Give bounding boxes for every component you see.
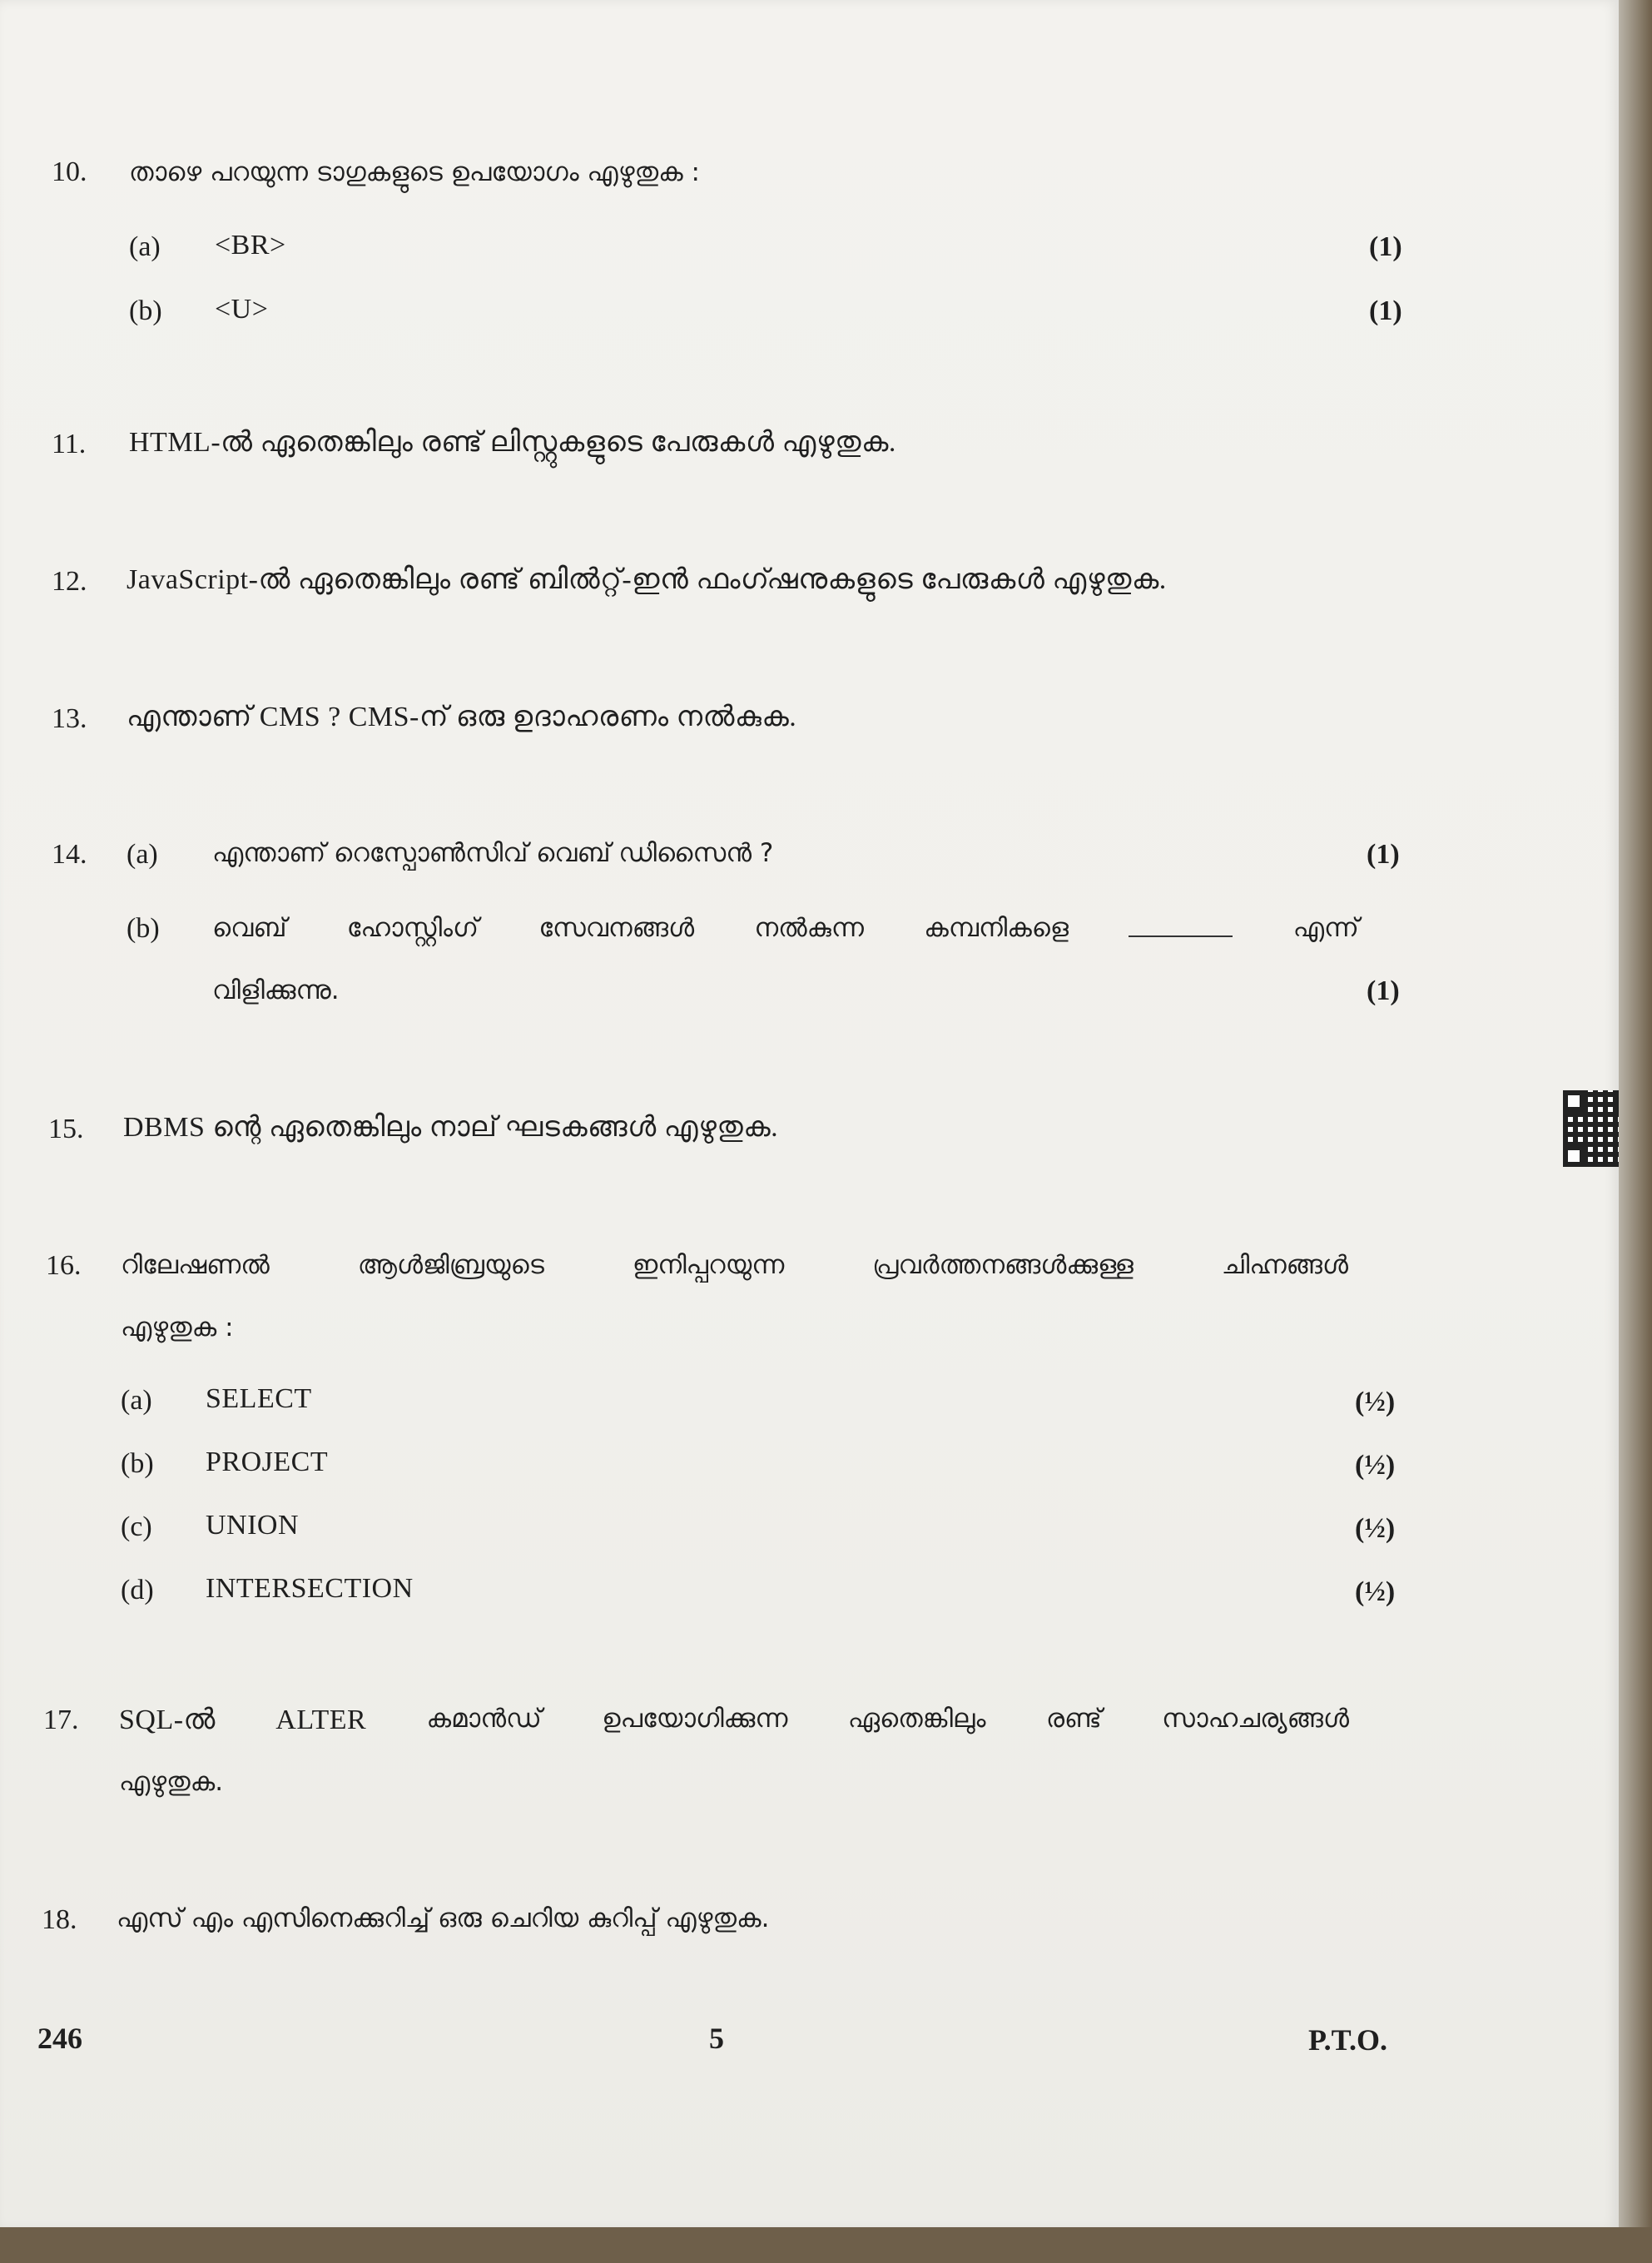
word: കമാൻഡ് bbox=[426, 1704, 542, 1734]
word: സാഹചര്യങ്ങൾ bbox=[1162, 1704, 1349, 1734]
word: നൽകുന്ന bbox=[754, 913, 864, 943]
page-edge bbox=[1619, 0, 1652, 2263]
question-number: 15. bbox=[48, 1114, 84, 1144]
mark: (1) bbox=[1369, 295, 1402, 326]
question-text: JavaScript-ൽ ഏതെങ്കിലും രണ്ട് ബിൽറ്റ്-ഇൻ ഫംഗ്ഷനുകളുടെ പേരുകൾ എഴുതുക. bbox=[127, 564, 1167, 595]
question-text-line bbox=[121, 1250, 1348, 1280]
sub-label: (c) bbox=[121, 1511, 152, 1542]
sub-text: SELECT bbox=[206, 1383, 312, 1414]
sub-label: (a) bbox=[127, 839, 158, 870]
fill-in-blank bbox=[1129, 916, 1233, 937]
sub-label: (b) bbox=[121, 1448, 154, 1479]
question-text: HTML-ൽ ഏതെങ്കിലും രണ്ട് ലിസ്റ്റുകളുടെ പേരുകൾ എഴുതുക. bbox=[129, 427, 896, 458]
question-number: 11. bbox=[52, 429, 87, 459]
word: വെബ് bbox=[212, 913, 287, 943]
background-surface bbox=[0, 2227, 1652, 2263]
word: കമ്പനികളെ bbox=[924, 913, 1069, 943]
sub-label: (b) bbox=[129, 295, 162, 326]
sub-text: UNION bbox=[206, 1510, 300, 1541]
word: എന്ന് bbox=[1292, 913, 1359, 943]
question-number: 12. bbox=[52, 566, 87, 597]
pto-label: P.T.O. bbox=[1308, 2023, 1388, 2057]
question-text: എഴുതുക. bbox=[119, 1767, 224, 1797]
word: SQL-ൽ bbox=[119, 1705, 216, 1735]
mark: (1) bbox=[1369, 231, 1402, 262]
question-number: 18. bbox=[42, 1904, 77, 1935]
sub-label: (a) bbox=[121, 1385, 152, 1416]
mark: (½) bbox=[1355, 1576, 1396, 1607]
question-text: എസ് എം എസിനെക്കുറിച്ച് ഒരു ചെറിയ കുറിപ്പ് എഴുതുക. bbox=[117, 1903, 770, 1933]
question-text: DBMS ന്റെ ഏതെങ്കിലും നാല് ഘടകങ്ങൾ എഴുതുക. bbox=[123, 1112, 779, 1143]
sub-label: (b) bbox=[127, 913, 160, 944]
question-number: 10. bbox=[52, 156, 87, 187]
question-number: 16. bbox=[46, 1250, 82, 1281]
word: ALTER bbox=[275, 1705, 367, 1735]
mark: (1) bbox=[1367, 975, 1400, 1006]
word: ഏതെങ്കിലും bbox=[847, 1704, 986, 1734]
word: റിലേഷണൽ bbox=[121, 1250, 270, 1280]
question-text-line bbox=[119, 1706, 1349, 1734]
word: സേവനങ്ങൾ bbox=[538, 913, 695, 943]
mark: (1) bbox=[1367, 839, 1400, 870]
sub-text: INTERSECTION bbox=[206, 1573, 414, 1604]
word: ആൾജിബ്രയുടെ bbox=[357, 1250, 544, 1280]
sub-text: വിളിക്കുന്നു. bbox=[212, 975, 340, 1005]
question-number: 14. bbox=[52, 839, 87, 870]
sub-text: PROJECT bbox=[206, 1447, 329, 1477]
question-text: എഴുതുക : bbox=[121, 1313, 234, 1342]
question-number: 17. bbox=[43, 1705, 79, 1735]
sub-label: (a) bbox=[129, 231, 161, 262]
mark: (½) bbox=[1355, 1450, 1396, 1481]
sub-text: <BR> bbox=[215, 230, 286, 261]
sub-text: <U> bbox=[215, 294, 269, 325]
word: ഇനിപ്പറയുന്ന bbox=[632, 1250, 785, 1280]
question-text: എന്താണ് CMS ? CMS-ന് ഒരു ഉദാഹരണം നൽകുക. bbox=[127, 702, 797, 732]
question-number: 13. bbox=[52, 703, 87, 734]
mark: (½) bbox=[1355, 1387, 1396, 1417]
sub-label: (d) bbox=[121, 1575, 154, 1605]
sub-text: എന്താണ് റെസ്പോൺസിവ് വെബ് ഡിസൈൻ ? bbox=[212, 838, 774, 868]
sub-text-line bbox=[212, 913, 1359, 943]
word: പ്രവർത്തനങ്ങൾക്കുള്ള bbox=[872, 1250, 1134, 1280]
question-text: താഴെ പറയുന്ന ടാഗുകളുടെ ഉപയോഗം എഴുതുക : bbox=[129, 157, 700, 187]
word: ചിഹ്നങ്ങൾ bbox=[1221, 1250, 1348, 1280]
page-number: 5 bbox=[709, 2022, 724, 2055]
word: ഹോസ്റ്റിംഗ് bbox=[346, 913, 479, 943]
mark: (½) bbox=[1355, 1513, 1396, 1544]
paper-code: 246 bbox=[37, 2022, 82, 2055]
word: രണ്ട് bbox=[1045, 1704, 1102, 1734]
word: ഉപയോഗിക്കുന്ന bbox=[602, 1704, 788, 1734]
